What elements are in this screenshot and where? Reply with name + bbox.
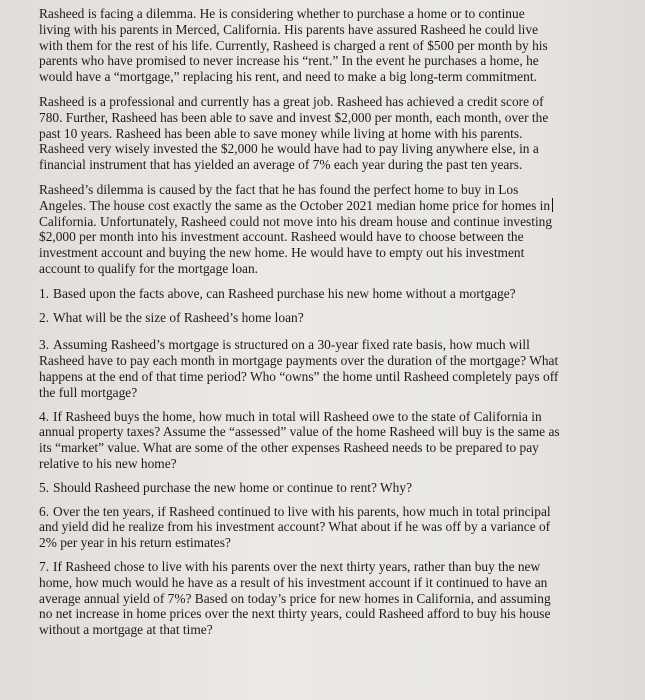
text-line: $2,000 per month into his investment account. Rasheed would have to choose between the — [39, 229, 524, 245]
text-line: parents who have promised to never increase his “rent.” In the event he purchases a home, he — [39, 53, 539, 69]
text-line: past 10 years. Rasheed has been able to save money while living at home with his parents. — [39, 125, 523, 141]
question-5 — [39, 480, 627, 496]
question-text: Assuming Rasheed’s mortgage is structured on a 30-year fixed rate basis, how much will — [53, 337, 530, 353]
question-line — [39, 559, 627, 575]
text-cursor — [552, 198, 553, 212]
question-number: 7. — [39, 558, 50, 574]
question-text: relative to his new home? — [39, 455, 177, 471]
text-line: Rasheed very wisely invested the $2,000 he would have had to pay living anywhere else, in a — [39, 141, 539, 157]
question-2 — [39, 310, 627, 326]
question-line — [39, 337, 627, 353]
paragraph-finances — [39, 94, 627, 173]
question-number: 2. — [39, 309, 50, 325]
text-line: Rasheed is facing a dilemma. He is considering whether to purchase a home or to continue — [39, 6, 525, 21]
question-line — [39, 310, 627, 326]
question-text: If Rasheed buys the home, how much in total will Rasheed owe to the state of California in — [53, 408, 542, 424]
question-text: 2% per year in his return estimates? — [39, 535, 231, 551]
question-7 — [39, 559, 627, 638]
text-line: with them for the rest of his life. Currently, Rasheed is charged a rent of $500 per month by his — [39, 37, 548, 53]
question-text: What will be the size of Rasheed’s home loan? — [53, 309, 304, 325]
text-line: Rasheed is a professional and currently has a great job. Rasheed has achieved a credit score of — [39, 93, 544, 109]
question-4 — [39, 409, 627, 472]
question-6 — [39, 504, 627, 551]
question-line — [39, 480, 627, 496]
question-number: 3. — [39, 337, 50, 353]
text-line: would have a “mortgage,” replacing his rent, and need to make a big long-term commitment. — [39, 69, 537, 85]
paragraph-dilemma-intro — [39, 6, 627, 85]
question-line — [39, 286, 627, 302]
question-text: happens at the end of that time period? Who “owns” the home until Rasheed completely pays off — [39, 368, 559, 384]
text-line: 780. Further, Rasheed has been able to save and invest $2,000 per month, each month, over the — [39, 109, 549, 125]
question-text: no net increase in home prices over the next thirty years, could Rasheed afford to buy his house — [39, 606, 551, 622]
text-line: Angeles. The house cost exactly the same as the October 2021 median home price for homes in — [39, 197, 551, 213]
question-text: If Rasheed chose to live with his parents over the next thirty years, rather than buy the new — [53, 558, 541, 574]
question-number: 6. — [39, 503, 50, 519]
question-text: without a mortgage at that time? — [39, 622, 213, 638]
question-number: 4. — [39, 408, 50, 424]
question-line — [39, 504, 627, 520]
text-line: living with his parents in Merced, California. His parents have assured Rasheed he could live — [39, 21, 539, 37]
question-text: home, how much would he have as a result of his investment account if it continued to have an — [39, 574, 548, 590]
text-line: financial instrument that has yielded an average of 7% each year during the past ten years. — [39, 157, 523, 173]
question-text: average annual yield of 7%? Based on today’s price for new homes in California, and assuming — [39, 590, 551, 606]
question-1 — [39, 286, 627, 302]
question-text: Based upon the facts above, can Rasheed purchase his new home without a mortgage? — [53, 285, 516, 301]
question-number: 1. — [39, 285, 50, 301]
question-text: annual property taxes? Assume the “assessed” value of the home Rasheed will buy is the same as — [39, 424, 560, 440]
text-line-with-caret — [39, 198, 627, 214]
text-line: account to qualify for the mortgage loan. — [39, 260, 259, 276]
text-line: Rasheed’s dilemma is caused by the fact that he has found the perfect home to buy in Los — [39, 181, 519, 197]
question-text: Rasheed have to pay each month in mortgage payments over the duration of the mortgage? What — [39, 353, 559, 369]
question-text: and yield did he realize from his investment account? What about if he was off by a variance of — [39, 519, 551, 535]
question-line — [39, 409, 627, 425]
question-text: the full mortgage? — [39, 384, 138, 400]
question-text: Over the ten years, if Rasheed continued to live with his parents, how much in total principal — [53, 503, 551, 519]
question-number: 5. — [39, 479, 50, 495]
text-line: California. Unfortunately, Rasheed could not move into his dream house and continue investing — [39, 213, 553, 229]
text-line: investment account and buying the new home. He would have to empty out his investment — [39, 245, 525, 261]
question-text: its “market” value. What are some of the other expenses Rasheed needs to be prepared to pay — [39, 440, 539, 456]
question-text: Should Rasheed purchase the new home or continue to rent? Why? — [53, 479, 413, 495]
question-3 — [39, 337, 627, 400]
paragraph-dream-home — [39, 182, 627, 277]
